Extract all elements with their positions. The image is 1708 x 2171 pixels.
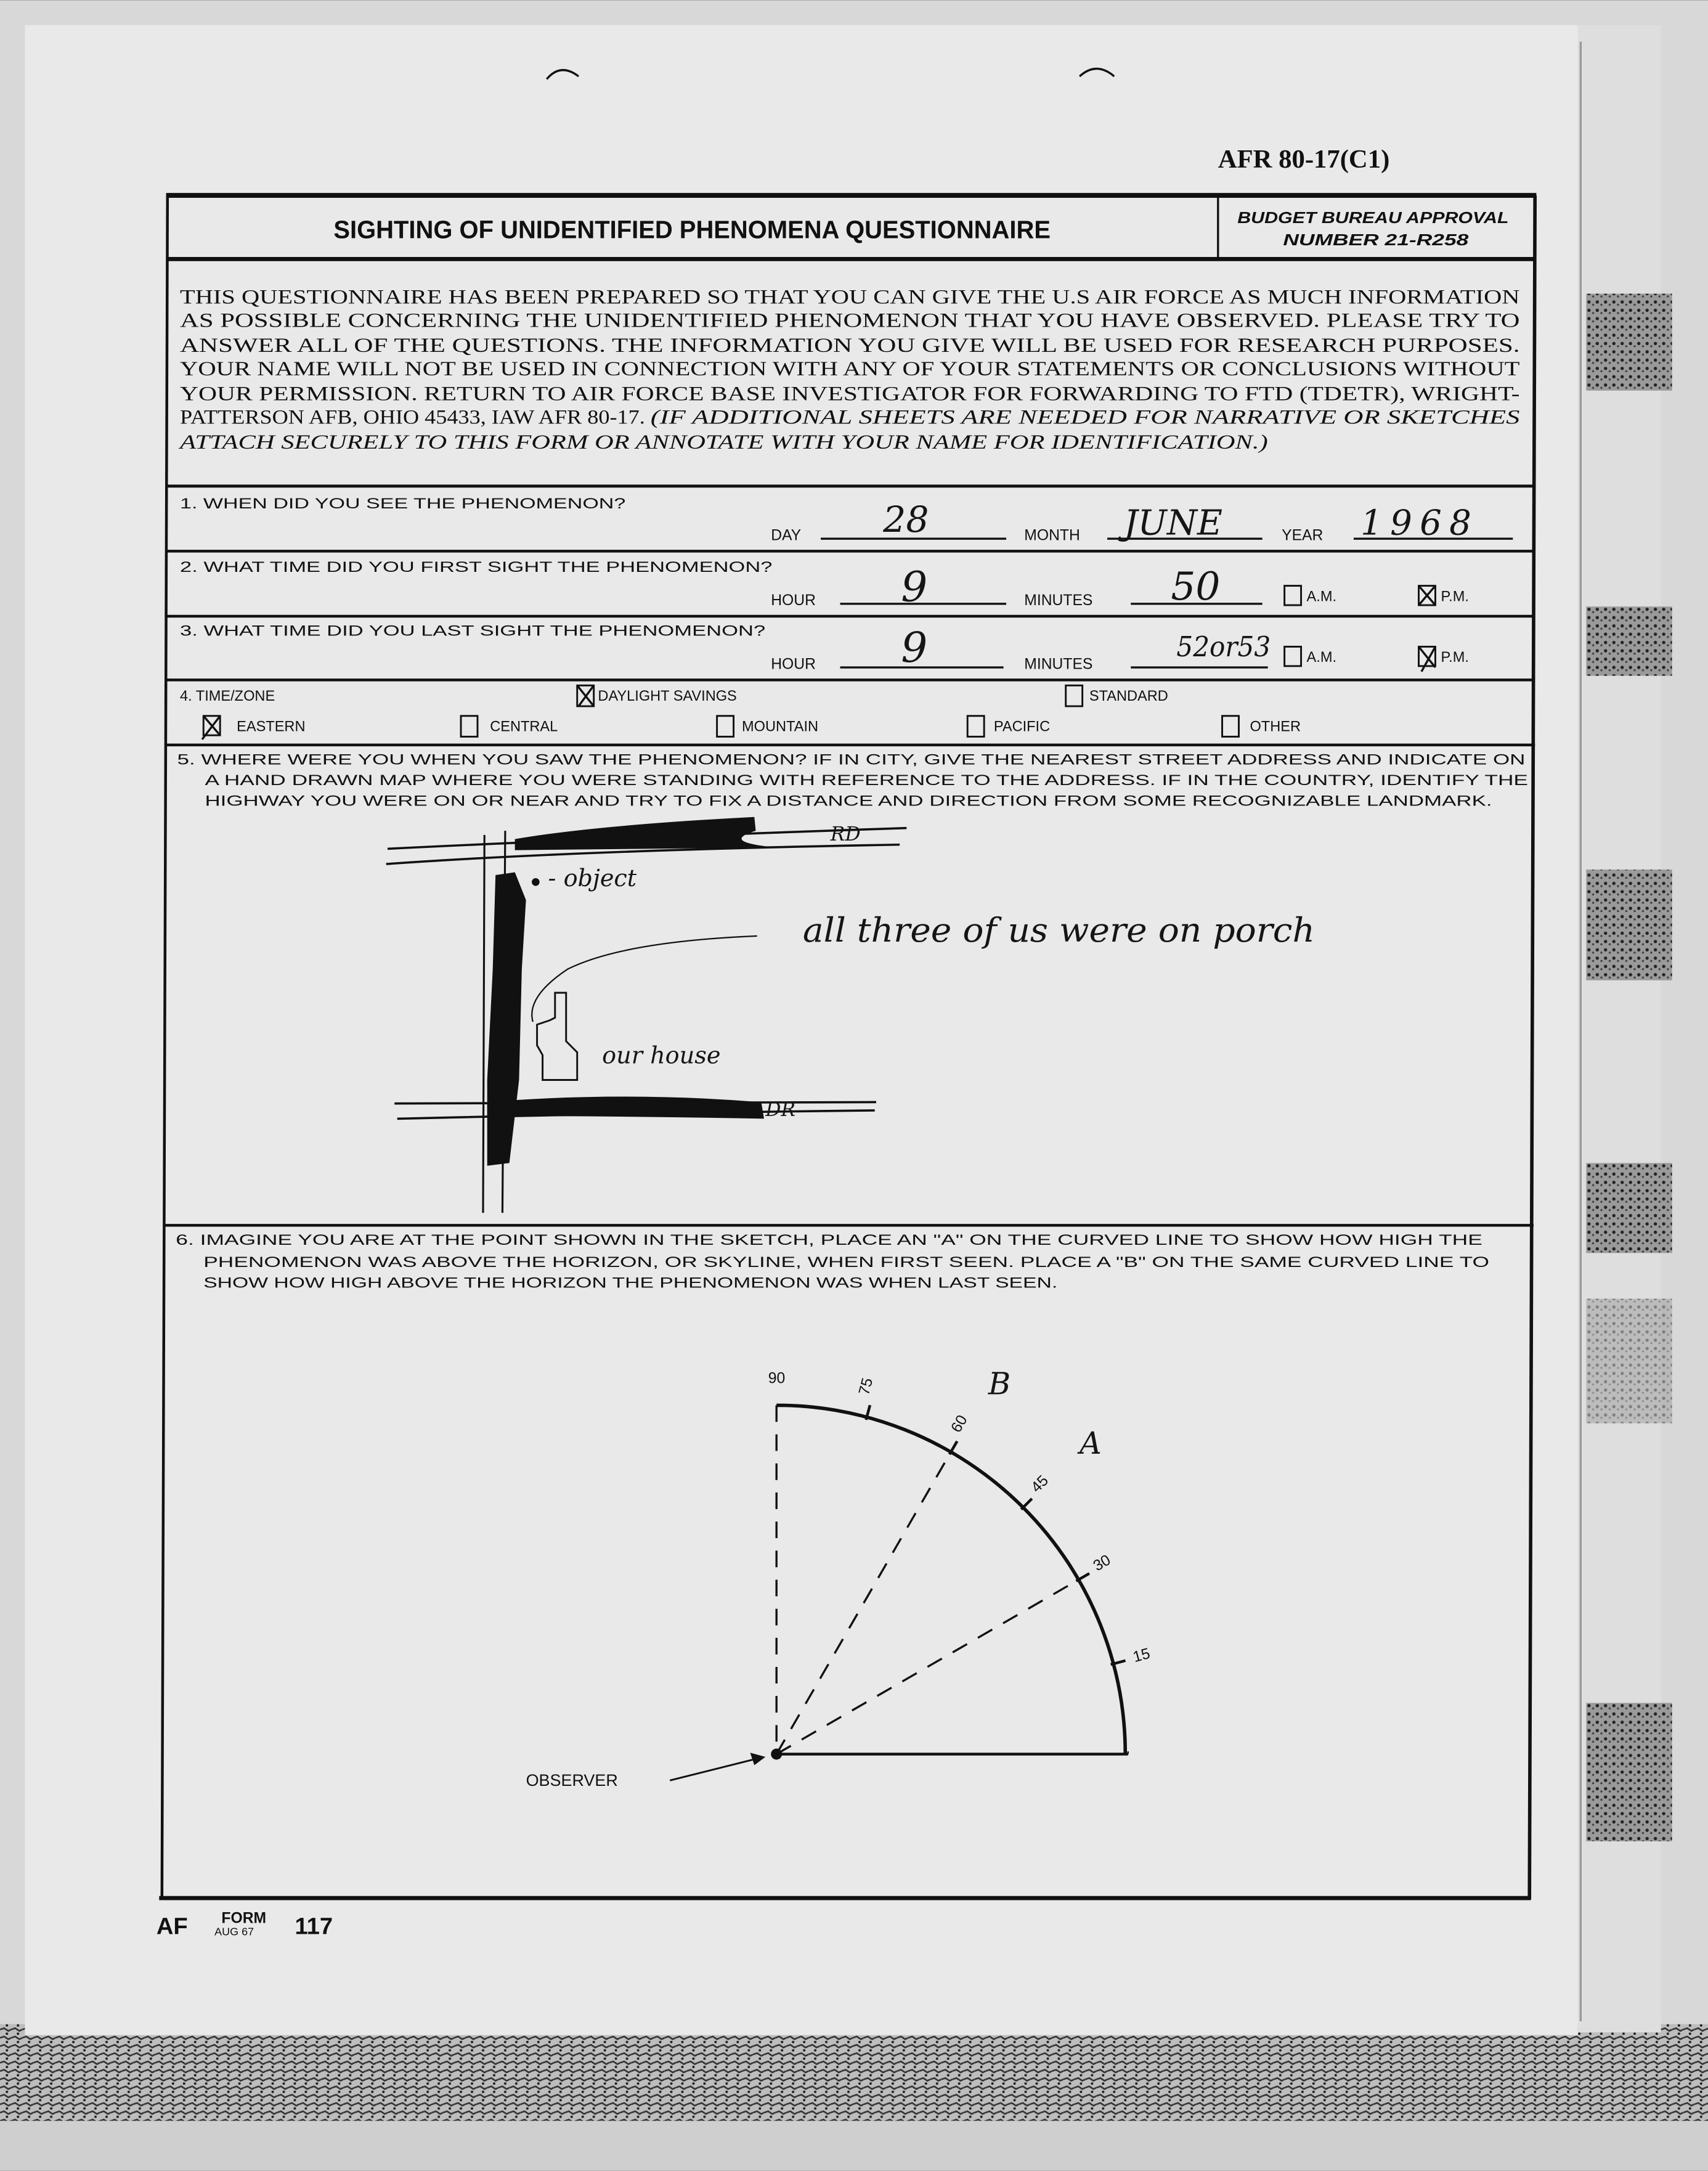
question-5 (177, 751, 1528, 809)
bottom-scan-noise (0, 2024, 1708, 2121)
observer-point-icon (771, 1749, 782, 1760)
scale-label: 75 (856, 1376, 877, 1397)
pm-label: P.M. (1441, 588, 1469, 605)
footer-af: AF (156, 1913, 188, 1940)
road-bottom-line (394, 1102, 876, 1103)
eastern-label: EASTERN (237, 718, 306, 735)
hour-label: HOUR (771, 592, 816, 609)
budget-approval-line1: BUDGET BUREAU APPROVAL (1237, 210, 1509, 227)
intro-line: AS POSSIBLE CONCERNING THE UNIDENTIFIED PHENOMENON THAT YOU HAVE OBSERVED. PLEASE TRY TO (180, 309, 1520, 332)
house-note: our house (602, 1042, 721, 1070)
central-label: CENTRAL (490, 718, 558, 735)
standard-label: STANDARD (1089, 688, 1168, 704)
year-label: YEAR (1282, 527, 1324, 544)
minutes-label: MINUTES (1024, 592, 1093, 609)
question-label: 3. WHAT TIME DID YOU LAST SIGHT THE PHENOMENON? (180, 622, 766, 639)
budget-approval-line2: NUMBER 21-R258 (1283, 231, 1470, 249)
intro-line: ANSWER ALL OF THE QUESTIONS. THE INFORMATION YOU GIVE WILL BE USED FOR RESEARCH PURPOSES. (180, 334, 1520, 357)
question-label: 2. WHAT TIME DID YOU FIRST SIGHT THE PHENOMENON? (180, 559, 773, 576)
scale-label: 90 (768, 1370, 786, 1387)
question-line: SHOW HOW HIGH ABOVE THE HORIZON THE PHENOMENON WAS WHEN LAST SEEN. (203, 1274, 1058, 1291)
scale-label: 60 (948, 1412, 971, 1436)
intro-line-italic: ATTACH SECURELY TO THIS FORM OR ANNOTATE WITH YOUR NAME FOR IDENTIFICATION.) (178, 431, 1268, 454)
intro-line: YOUR PERMISSION. RETURN TO AIR FORCE BASE INVESTIGATOR FOR FORWARDING TO FTD (TDETR), WRIGHT- (180, 383, 1520, 405)
pm-label: P.M. (1441, 649, 1469, 666)
year-value[interactable]: 1968 (1360, 503, 1471, 544)
day-value[interactable]: 28 (883, 498, 929, 540)
hour-value[interactable]: 9 (901, 562, 928, 611)
mountain-label: MOUNTAIN (742, 718, 819, 735)
object-dot-icon (532, 878, 540, 886)
question-label: 1. WHEN DID YOU SEE THE PHENOMENON? (180, 495, 626, 511)
scale-label: 15 (1131, 1645, 1152, 1666)
intro-line-italic: (IF ADDITIONAL SHEETS ARE NEEDED FOR NARRATIVE OR SKETCHES (650, 406, 1520, 429)
other-label: OTHER (1250, 718, 1301, 735)
form-footer (157, 1910, 333, 1940)
question-line: A HAND DRAWN MAP WHERE YOU WERE STANDING WITH REFERENCE TO THE ADDRESS. IF IN THE COUNTRY, IDENTIFY THE (205, 772, 1528, 789)
intro-paragraph (178, 286, 1519, 454)
question-label: 4. TIME/ZONE (180, 688, 275, 704)
question-line: PHENOMENON WAS ABOVE THE HORIZON, OR SKYLINE, WHEN FIRST SEEN. PLACE A "B" ON THE SAME CURVED LINE TO (203, 1253, 1490, 1270)
am-label: A.M. (1306, 588, 1337, 605)
road-top-label: RD (830, 823, 861, 845)
form-title: SIGHTING OF UNIDENTIFIED PHENOMENA QUESTIONNAIRE (333, 215, 1051, 244)
observer-label: OBSERVER (526, 1771, 618, 1790)
hour-label: HOUR (771, 656, 816, 673)
road-bottom-label: DR (765, 1098, 796, 1121)
object-note: - object (548, 865, 637, 893)
daylight-savings-label: DAYLIGHT SAVINGS (598, 688, 737, 704)
am-label: A.M. (1306, 649, 1337, 666)
intro-line: PATTERSON AFB, OHIO 45433, IAW AFR 80-17. (180, 406, 645, 429)
month-value[interactable]: JUNE (1124, 503, 1222, 544)
hour-value[interactable]: 9 (901, 623, 928, 672)
intro-line: THIS QUESTIONNAIRE HAS BEEN PREPARED SO THAT YOU CAN GIVE THE U.S AIR FORCE AS MUCH INFORMATION (180, 286, 1520, 309)
pacific-label: PACIFIC (993, 718, 1051, 735)
minutes-value[interactable]: 52or53 (1176, 630, 1271, 664)
scale-label: 45 (1028, 1472, 1052, 1496)
form-reference: AFR 80-17(C1) (1218, 145, 1390, 174)
scale-label: 30 (1090, 1552, 1114, 1575)
day-label: DAY (771, 527, 802, 544)
minutes-label: MINUTES (1024, 656, 1093, 673)
mark-a: A (1080, 1425, 1102, 1462)
intro-line: YOUR NAME WILL NOT BE USED IN CONNECTION WITH ANY OF YOUR STATEMENTS OR CONCLUSIONS WITHOUT (180, 358, 1520, 381)
footer-date: AUG 67 (214, 1925, 254, 1938)
minutes-value[interactable]: 50 (1171, 564, 1221, 609)
footer-form: FORM (221, 1910, 267, 1927)
footer-form-number: 117 (295, 1913, 333, 1940)
mark-b: B (988, 1366, 1011, 1402)
month-label: MONTH (1024, 527, 1080, 544)
question-line: HIGHWAY YOU WERE ON OR NEAR AND TRY TO FIX A DISTANCE AND DIRECTION FROM SOME RECOGNIZABLE LANDMARK. (205, 792, 1492, 809)
porch-note: all three of us were on porch (802, 910, 1316, 950)
question-line: 5. WHERE WERE YOU WHEN YOU SAW THE PHENOMENON? IF IN CITY, GIVE THE NEAREST STREET ADDRESS AND INDICATE ON (177, 751, 1526, 768)
question-line: 6. IMAGINE YOU ARE AT THE POINT SHOWN IN THE SKETCH, PLACE AN "A" ON THE CURVED LINE TO SHOW HOW HIGH THE (176, 1231, 1482, 1248)
